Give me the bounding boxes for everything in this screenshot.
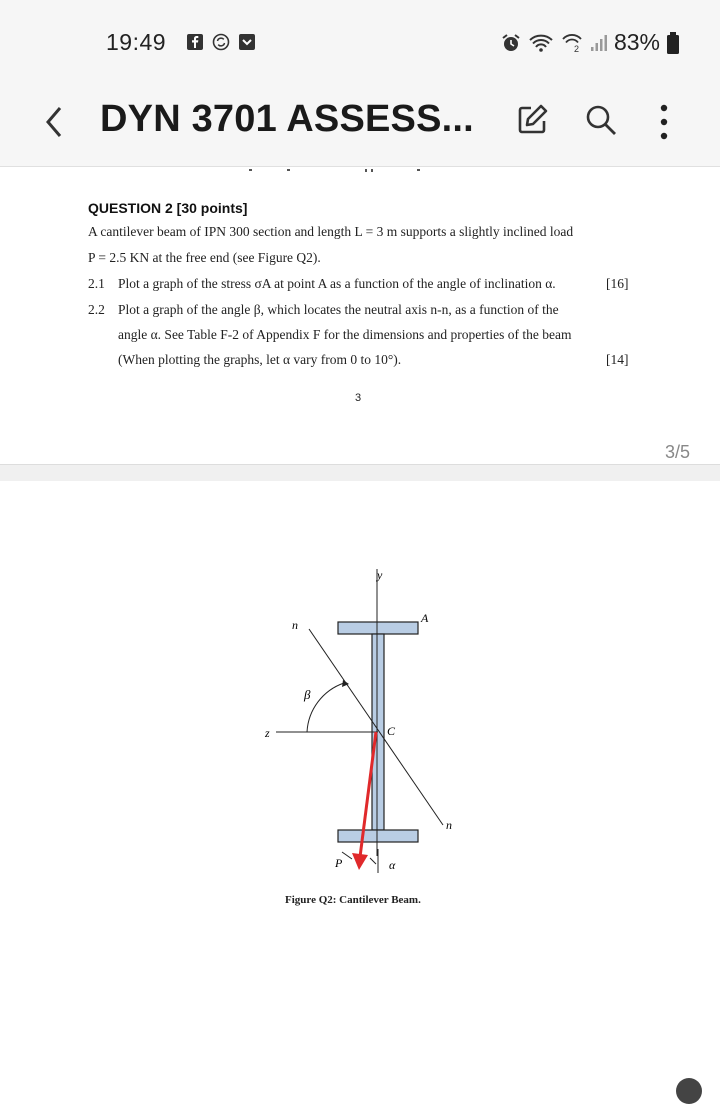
item-text-line-3: (When plotting the graphs, let α vary from 0 to 10°).	[118, 352, 402, 367]
page-counter: 3/5	[664, 442, 690, 462]
question-heading: QUESTION 2 [30 points]	[88, 200, 248, 216]
label-C: C	[387, 724, 396, 738]
p-pointer	[342, 852, 352, 859]
intro-line-2: P = 2.5 KN at the free end (see Figure Q2).	[88, 250, 321, 265]
edit-icon[interactable]	[515, 102, 551, 138]
load-arrowhead	[352, 853, 368, 870]
sync-icon	[212, 33, 230, 51]
label-y: y	[377, 568, 383, 582]
document-title: DYN 3701 ASSESS...	[100, 98, 474, 140]
page-number: 3	[355, 392, 362, 404]
label-alpha: α	[389, 858, 396, 872]
app-bar	[0, 84, 720, 167]
alpha-arc	[370, 858, 376, 864]
alarm-icon	[500, 32, 522, 54]
item-text: Plot a graph of the stress σA at point A as a function of the angle of inclination α.	[118, 276, 556, 291]
bottom-flange	[338, 830, 418, 842]
sim-label: 2	[573, 43, 579, 54]
facebook-icon	[186, 33, 204, 51]
figure-q2-diagram	[0, 481, 720, 901]
label-z: z	[265, 726, 270, 740]
page-separator	[0, 464, 720, 482]
label-n-bottom: n	[446, 818, 452, 832]
item-points: [16]	[606, 276, 629, 291]
notification-icons	[186, 33, 256, 51]
item-points: [14]	[606, 352, 629, 367]
label-n-top: n	[292, 618, 298, 632]
beta-angle-arc	[307, 683, 344, 732]
intro-line-1: A cantilever beam of IPN 300 section and length L = 3 m supports a slightly inclined load	[88, 224, 574, 239]
signal-icon	[590, 32, 608, 54]
download-check-icon	[238, 33, 256, 51]
label-beta: β	[304, 687, 311, 702]
item-text-line-2: angle α. See Table F-2 of Appendix F for the dimensions and properties of the beam	[118, 327, 572, 342]
wifi-icon	[528, 32, 554, 54]
more-options-icon[interactable]	[652, 102, 676, 142]
label-A: A	[421, 611, 429, 625]
document-page-4	[0, 481, 720, 1099]
top-flange	[338, 622, 418, 634]
document-page-3	[0, 167, 720, 464]
search-icon[interactable]	[583, 102, 619, 138]
system-status-icons	[500, 29, 680, 56]
battery-percent: 83%	[613, 29, 660, 55]
back-icon[interactable]	[40, 102, 70, 142]
scroll-handle[interactable]	[676, 1078, 702, 1104]
label-P: P	[335, 856, 343, 870]
cut-off-text-fragment	[245, 167, 445, 178]
item-number: 2.2	[88, 302, 105, 317]
battery-icon	[666, 31, 680, 55]
wifi-calling-icon	[560, 32, 584, 54]
status-bar	[0, 0, 720, 84]
status-time: 19:49	[106, 29, 167, 55]
figure-caption: Figure Q2: Cantilever Beam.	[285, 894, 421, 906]
item-text-line-1: Plot a graph of the angle β, which locates the neutral axis n-n, as a function of the	[118, 302, 559, 317]
item-number: 2.1	[88, 276, 105, 291]
